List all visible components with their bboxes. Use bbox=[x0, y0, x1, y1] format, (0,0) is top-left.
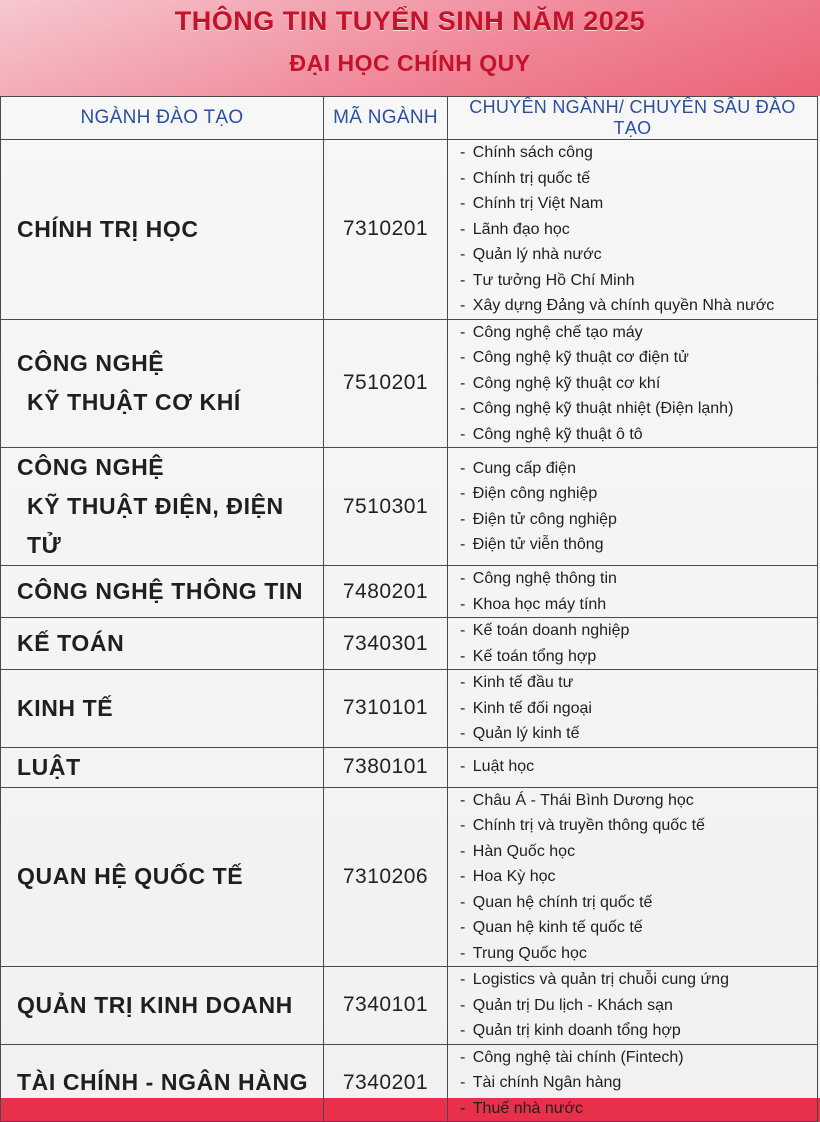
table-row bbox=[1, 140, 818, 320]
table-row bbox=[1, 967, 818, 1045]
table-row bbox=[1, 787, 818, 967]
specialization-item: - Chính trị quốc tế bbox=[460, 166, 817, 192]
specialization-item: - Công nghệ kỹ thuật cơ điện tử bbox=[460, 345, 817, 371]
table-row bbox=[1, 670, 818, 748]
major-name: CÔNG NGHỆ THÔNG TIN bbox=[17, 578, 304, 604]
major-code: 7480201 bbox=[324, 566, 448, 618]
table-row bbox=[1, 319, 818, 448]
table-header-row bbox=[1, 97, 818, 140]
major-name: KỸ THUẬT ĐIỆN, ĐIỆN TỬ bbox=[27, 493, 284, 558]
table-row bbox=[1, 566, 818, 618]
specialization-item: - Chính sách công bbox=[460, 140, 817, 166]
specialization-cell bbox=[448, 618, 818, 670]
table-body bbox=[1, 140, 818, 1122]
specialization-item: - Điện công nghiệp bbox=[460, 481, 817, 507]
major-code: 7310201 bbox=[324, 140, 448, 320]
specialization-item: - Trung Quốc học bbox=[460, 941, 817, 967]
specialization-item: - Công nghệ kỹ thuật ô tô bbox=[460, 422, 817, 448]
specialization-item: - Lãnh đạo học bbox=[460, 217, 817, 243]
major-name-cell bbox=[1, 319, 324, 448]
page-subtitle: ĐẠI HỌC CHÍNH QUY bbox=[289, 50, 531, 76]
specialization-cell bbox=[448, 670, 818, 748]
specialization-list bbox=[460, 788, 817, 967]
major-code: 7340301 bbox=[324, 618, 448, 670]
specialization-item: - Kế toán tổng hợp bbox=[460, 644, 817, 670]
major-name-cell bbox=[1, 566, 324, 618]
specialization-item: - Logistics và quản trị chuỗi cung ứng bbox=[460, 967, 817, 993]
specialization-item: - Quản lý nhà nước bbox=[460, 242, 817, 268]
specialization-list bbox=[460, 456, 817, 558]
specialization-list bbox=[460, 566, 817, 617]
major-name-cell bbox=[1, 448, 324, 566]
major-code: 7380101 bbox=[324, 747, 448, 787]
table-row bbox=[1, 618, 818, 670]
major-code: 7310101 bbox=[324, 670, 448, 748]
specialization-item: - Châu Á - Thái Bình Dương học bbox=[460, 788, 817, 814]
specialization-cell bbox=[448, 566, 818, 618]
specialization-item: - Luật học bbox=[460, 754, 817, 780]
specialization-cell bbox=[448, 967, 818, 1045]
table-row bbox=[1, 448, 818, 566]
specialization-item: - Cung cấp điện bbox=[460, 456, 817, 482]
specialization-list bbox=[460, 967, 817, 1044]
specialization-item: - Thuế nhà nước bbox=[460, 1096, 817, 1122]
specialization-item: - Tư tưởng Hồ Chí Minh bbox=[460, 268, 817, 294]
column-header-major: NGÀNH ĐÀO TẠO bbox=[1, 97, 324, 140]
specialization-item: - Kế toán doanh nghiệp bbox=[460, 618, 817, 644]
major-code: 7310206 bbox=[324, 787, 448, 967]
page-title: THÔNG TIN TUYỂN SINH NĂM 2025 bbox=[174, 6, 646, 36]
major-code: 7510301 bbox=[324, 448, 448, 566]
specialization-list bbox=[460, 320, 817, 448]
specialization-item: - Quản lý kinh tế bbox=[460, 721, 817, 747]
specialization-item: - Điện tử công nghiệp bbox=[460, 507, 817, 533]
specialization-item: - Quan hệ kinh tế quốc tế bbox=[460, 915, 817, 941]
admissions-table bbox=[0, 96, 818, 1122]
specialization-cell bbox=[448, 747, 818, 787]
major-name: CÔNG NGHỆ bbox=[17, 350, 165, 377]
specialization-item: - Kinh tế đối ngoại bbox=[460, 696, 817, 722]
specialization-list bbox=[460, 670, 817, 747]
specialization-list bbox=[460, 754, 817, 780]
major-code: 7510201 bbox=[324, 319, 448, 448]
specialization-cell bbox=[448, 1044, 818, 1122]
major-code: 7340201 bbox=[324, 1044, 448, 1122]
specialization-item: - Công nghệ kỹ thuật nhiệt (Điện lạnh) bbox=[460, 396, 817, 422]
major-code: 7340101 bbox=[324, 967, 448, 1045]
major-name: QUẢN TRỊ KINH DOANH bbox=[17, 991, 293, 1018]
major-name-cell bbox=[1, 140, 324, 320]
specialization-item: - Quản trị kinh doanh tổng hợp bbox=[460, 1018, 817, 1044]
column-header-code: MÃ NGÀNH bbox=[324, 97, 448, 140]
major-name: TÀI CHÍNH - NGÂN HÀNG bbox=[17, 1069, 309, 1096]
specialization-list bbox=[460, 140, 817, 319]
specialization-item: - Công nghệ chế tạo máy bbox=[460, 320, 817, 346]
major-name-cell bbox=[1, 747, 324, 787]
specialization-item: - Hoa Kỳ học bbox=[460, 864, 817, 890]
major-name: KẾ TOÁN bbox=[17, 630, 125, 656]
major-name: QUAN HỆ QUỐC TẾ bbox=[17, 863, 244, 890]
table-row bbox=[1, 747, 818, 787]
specialization-cell bbox=[448, 319, 818, 448]
specialization-cell bbox=[448, 787, 818, 967]
specialization-item: - Xây dựng Đảng và chính quyền Nhà nước bbox=[460, 293, 817, 319]
major-name: KỸ THUẬT CƠ KHÍ bbox=[27, 389, 241, 416]
major-name: CHÍNH TRỊ HỌC bbox=[17, 215, 199, 242]
specialization-item: - Công nghệ kỹ thuật cơ khí bbox=[460, 371, 817, 397]
major-name: LUẬT bbox=[17, 753, 81, 780]
specialization-item: - Quản trị Du lịch - Khách sạn bbox=[460, 993, 817, 1019]
specialization-item: - Khoa học máy tính bbox=[460, 592, 817, 618]
major-name: CÔNG NGHỆ bbox=[17, 454, 165, 480]
major-name-cell bbox=[1, 1044, 324, 1122]
major-name: KINH TẾ bbox=[17, 694, 114, 721]
specialization-item: - Chính trị Việt Nam bbox=[460, 191, 817, 217]
specialization-item: - Kinh tế đầu tư bbox=[460, 670, 817, 696]
specialization-cell bbox=[448, 448, 818, 566]
major-name-cell bbox=[1, 618, 324, 670]
header bbox=[0, 0, 820, 96]
specialization-item: - Điện tử viễn thông bbox=[460, 532, 817, 558]
specialization-item: - Công nghệ tài chính (Fintech) bbox=[460, 1045, 817, 1071]
specialization-list bbox=[460, 1045, 817, 1122]
specialization-item: - Chính trị và truyền thông quốc tế bbox=[460, 813, 817, 839]
specialization-item: - Quan hệ chính trị quốc tế bbox=[460, 890, 817, 916]
specialization-list bbox=[460, 618, 817, 669]
specialization-item: - Tài chính Ngân hàng bbox=[460, 1070, 817, 1096]
specialization-item: - Công nghệ thông tin bbox=[460, 566, 817, 592]
major-name-cell bbox=[1, 967, 324, 1045]
specialization-cell bbox=[448, 140, 818, 320]
major-name-cell bbox=[1, 670, 324, 748]
major-name-cell bbox=[1, 787, 324, 967]
specialization-item: - Hàn Quốc học bbox=[460, 839, 817, 865]
column-header-specialization: CHUYÊN NGÀNH/ CHUYÊN SÂU ĐÀO TẠO bbox=[448, 97, 818, 140]
table-row bbox=[1, 1044, 818, 1122]
